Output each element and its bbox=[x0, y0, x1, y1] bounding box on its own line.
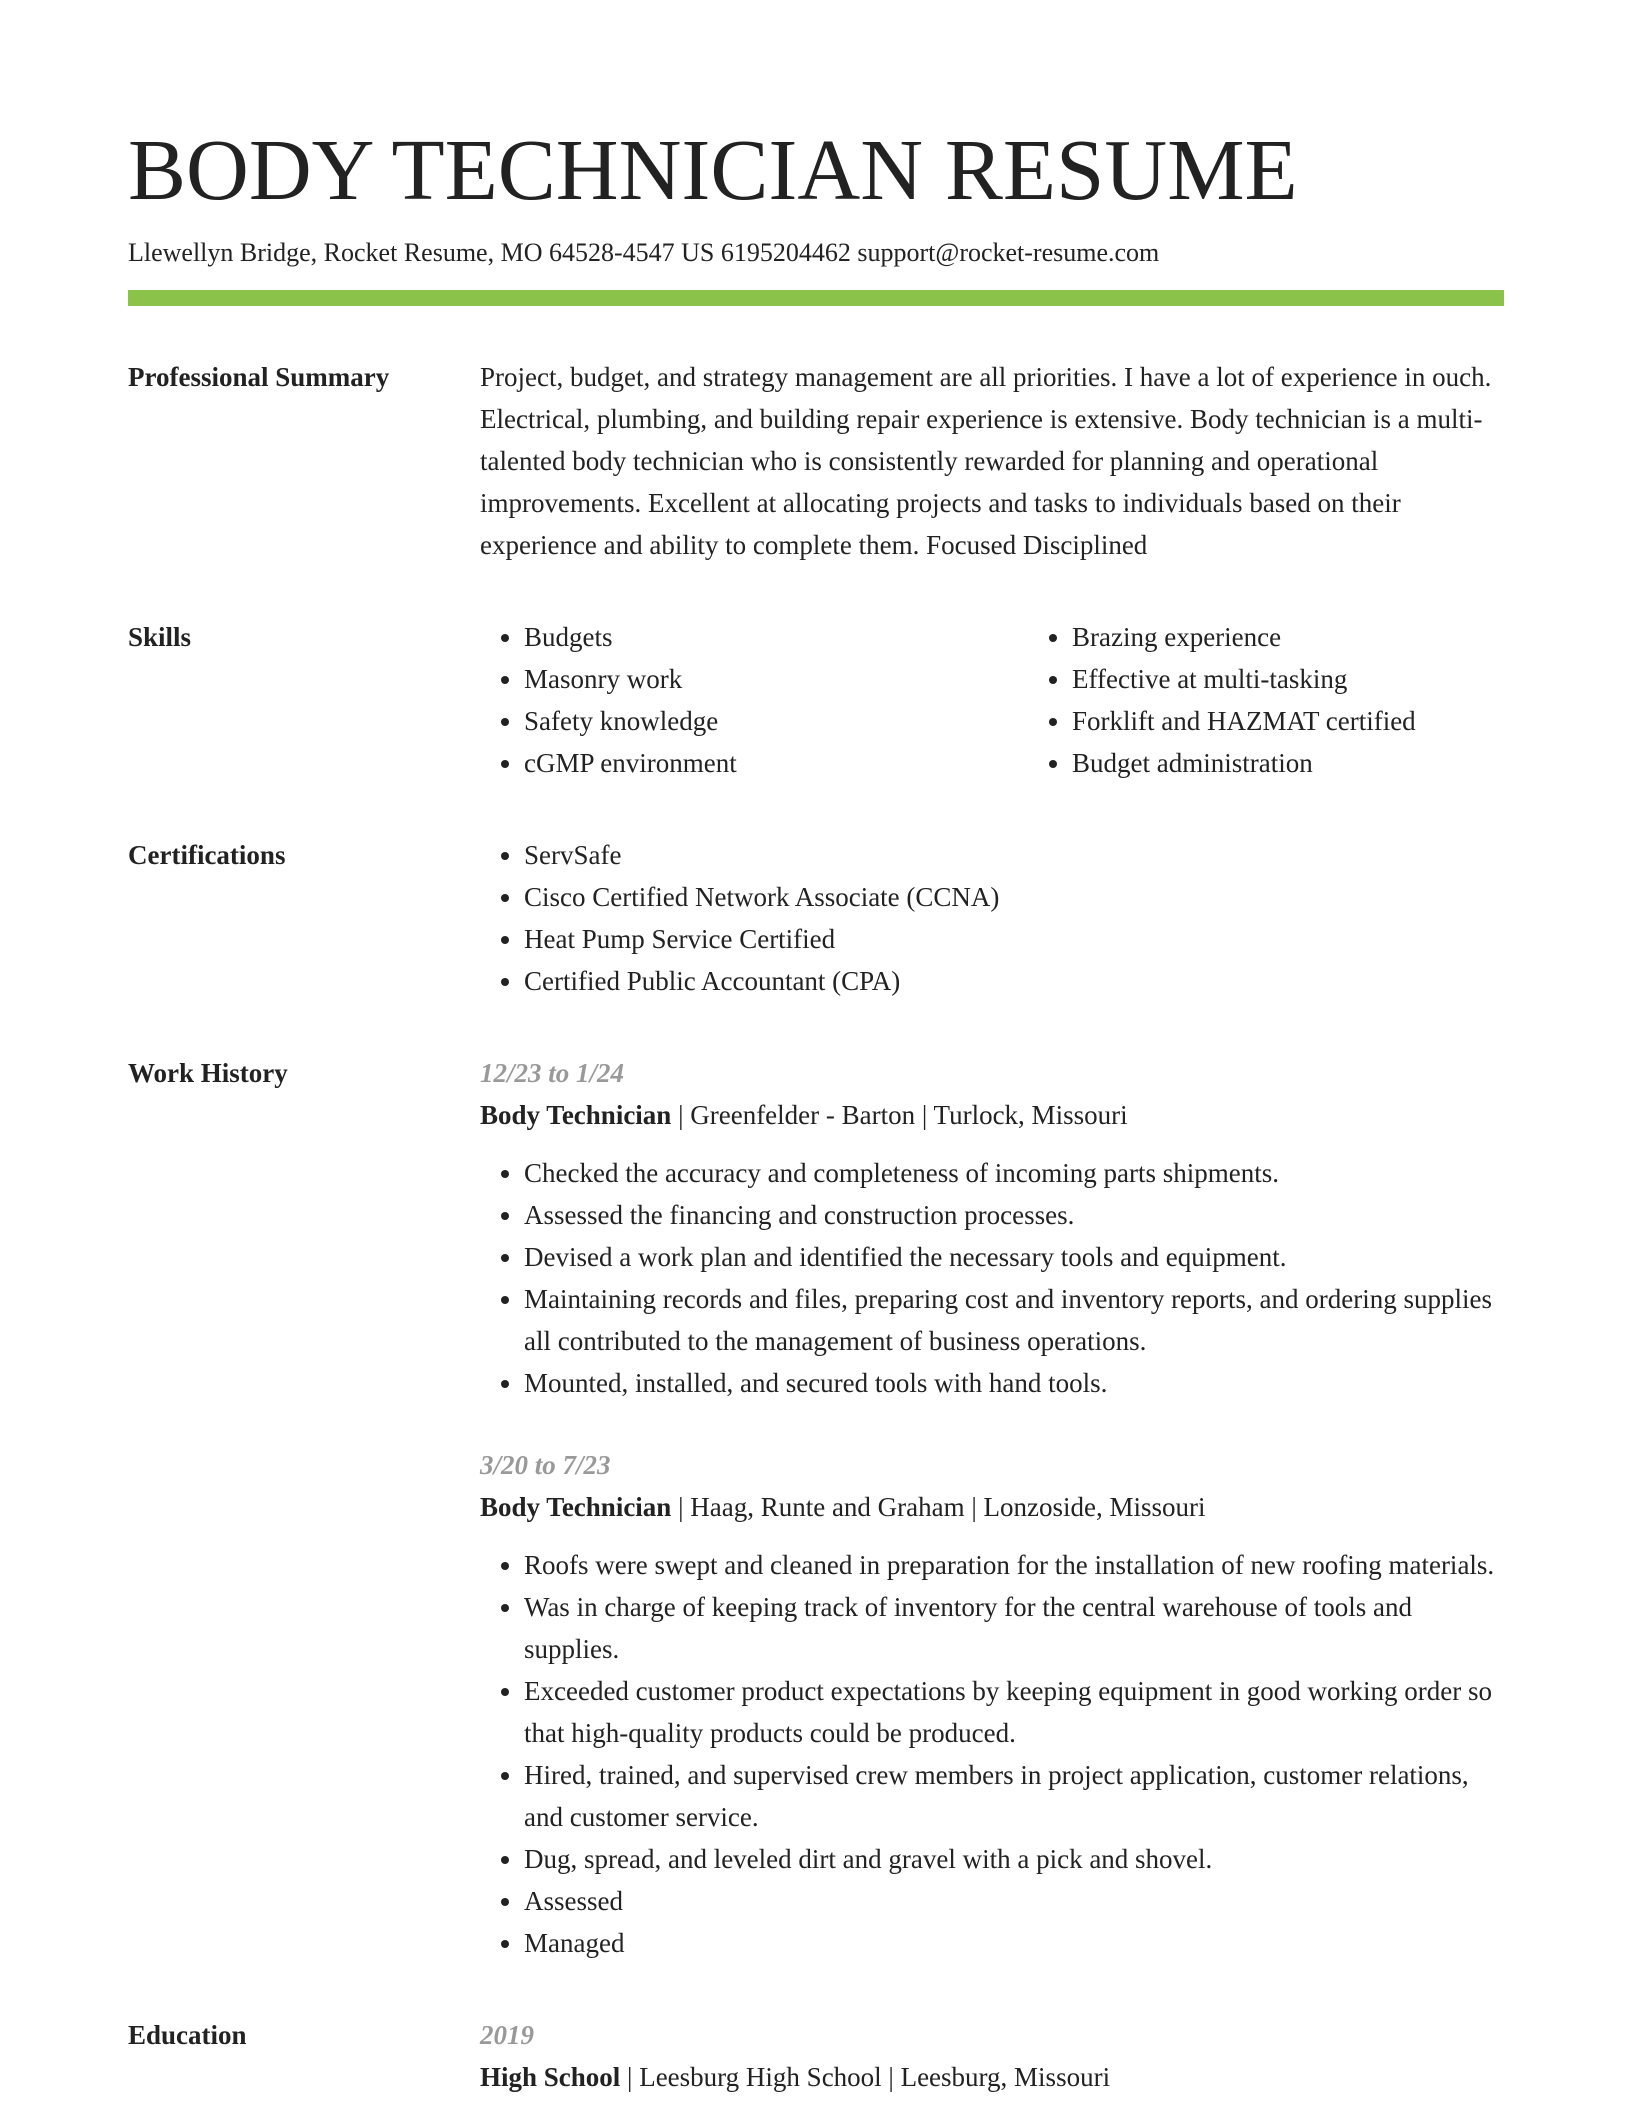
summary-label: Professional Summary bbox=[128, 362, 390, 392]
skill-item: • Masonry work bbox=[524, 658, 1028, 700]
education-details: | Leesburg High School | Leesburg, Missouri bbox=[620, 2062, 1111, 2092]
job-bullet: • Assessed the financing and construction processes. bbox=[524, 1194, 1504, 1236]
job-bullet: • Exceeded customer product expectations by keeping equipment in good working order so that high-quality products could be produced. bbox=[524, 1670, 1504, 1754]
certifications-list bbox=[480, 834, 1504, 1002]
accent-divider bbox=[128, 290, 1504, 306]
certification-item: • Certified Public Accountant (CPA) bbox=[524, 960, 1504, 1002]
certification-item: • ServSafe bbox=[524, 834, 1504, 876]
education-section bbox=[128, 2014, 1504, 2098]
summary-text: Project, budget, and strategy management are all priorities. I have a lot of experience in ouch. Electrical, plumbing, and building repair experience is extensive. Body technician is a multi-talented body technician who is consistently rewarded for planning and operational improvements. Excellent at allocating projects and tasks to individuals based on their experience and ability to complete them. Focused Disciplined bbox=[480, 362, 1492, 560]
skill-item: • Budgets bbox=[524, 616, 1028, 658]
page-title: BODY TECHNICIAN RESUME bbox=[128, 121, 1298, 218]
certifications-section bbox=[128, 834, 1504, 1002]
skill-item: • Budget administration bbox=[1072, 742, 1576, 784]
certification-item: • Heat Pump Service Certified bbox=[524, 918, 1504, 960]
certification-item: • Cisco Certified Network Associate (CCNA) bbox=[524, 876, 1504, 918]
job-bullet-list bbox=[480, 1544, 1504, 1964]
skill-item: • Forklift and HAZMAT certified bbox=[1072, 700, 1576, 742]
job-role bbox=[480, 1486, 1504, 1528]
job-bullet: • Hired, trained, and supervised crew members in project application, customer relations, and customer service. bbox=[524, 1754, 1504, 1838]
education-label: Education bbox=[128, 2020, 247, 2050]
skill-item: • Safety knowledge bbox=[524, 700, 1028, 742]
education-role bbox=[480, 2056, 1504, 2098]
job-bullet: • Checked the accuracy and completeness of incoming parts shipments. bbox=[524, 1152, 1504, 1194]
job-details: | Haag, Runte and Graham | Lonzoside, Missouri bbox=[671, 1492, 1206, 1522]
job-details: | Greenfelder - Barton | Turlock, Missouri bbox=[671, 1100, 1128, 1130]
job-bullet: • Assessed bbox=[524, 1880, 1504, 1922]
job-title: Body Technician bbox=[480, 1492, 672, 1522]
job-bullet: • Dug, spread, and leveled dirt and gravel with a pick and shovel. bbox=[524, 1838, 1504, 1880]
skills-list-right bbox=[1028, 616, 1576, 784]
skills-section bbox=[128, 616, 1504, 784]
skill-item: • Effective at multi-tasking bbox=[1072, 658, 1576, 700]
certifications-label: Certifications bbox=[128, 840, 286, 870]
skill-item: • cGMP environment bbox=[524, 742, 1028, 784]
skills-list-left bbox=[480, 616, 1028, 784]
work-history-section bbox=[128, 1052, 1504, 1964]
job-entry bbox=[480, 1444, 1504, 1964]
job-bullet: • Mounted, installed, and secured tools with hand tools. bbox=[524, 1362, 1504, 1404]
job-entry bbox=[480, 1052, 1504, 1404]
education-year: 2019 bbox=[480, 2020, 534, 2050]
job-bullet: • Roofs were swept and cleaned in preparation for the installation of new roofing materials. bbox=[524, 1544, 1504, 1586]
contact-line: Llewellyn Bridge, Rocket Resume, MO 64528-4547 US 6195204462 support@rocket-resume.com bbox=[128, 238, 1160, 267]
skill-item: • Brazing experience bbox=[1072, 616, 1576, 658]
job-bullet: • Maintaining records and files, preparing cost and inventory reports, and ordering supplies all contributed to the management of business operations. bbox=[524, 1278, 1504, 1362]
job-dates: 12/23 to 1/24 bbox=[480, 1058, 625, 1088]
job-bullet: • Devised a work plan and identified the necessary tools and equipment. bbox=[524, 1236, 1504, 1278]
job-bullet: • Managed bbox=[524, 1922, 1504, 1964]
job-bullet-list bbox=[480, 1152, 1504, 1404]
work-history-label: Work History bbox=[128, 1058, 288, 1088]
job-role bbox=[480, 1094, 1504, 1136]
summary-section bbox=[128, 356, 1504, 566]
skills-label: Skills bbox=[128, 622, 192, 652]
job-bullet: • Was in charge of keeping track of inventory for the central warehouse of tools and supplies. bbox=[524, 1586, 1504, 1670]
job-title: Body Technician bbox=[480, 1100, 672, 1130]
education-degree: High School bbox=[480, 2062, 621, 2092]
job-dates: 3/20 to 7/23 bbox=[480, 1450, 611, 1480]
